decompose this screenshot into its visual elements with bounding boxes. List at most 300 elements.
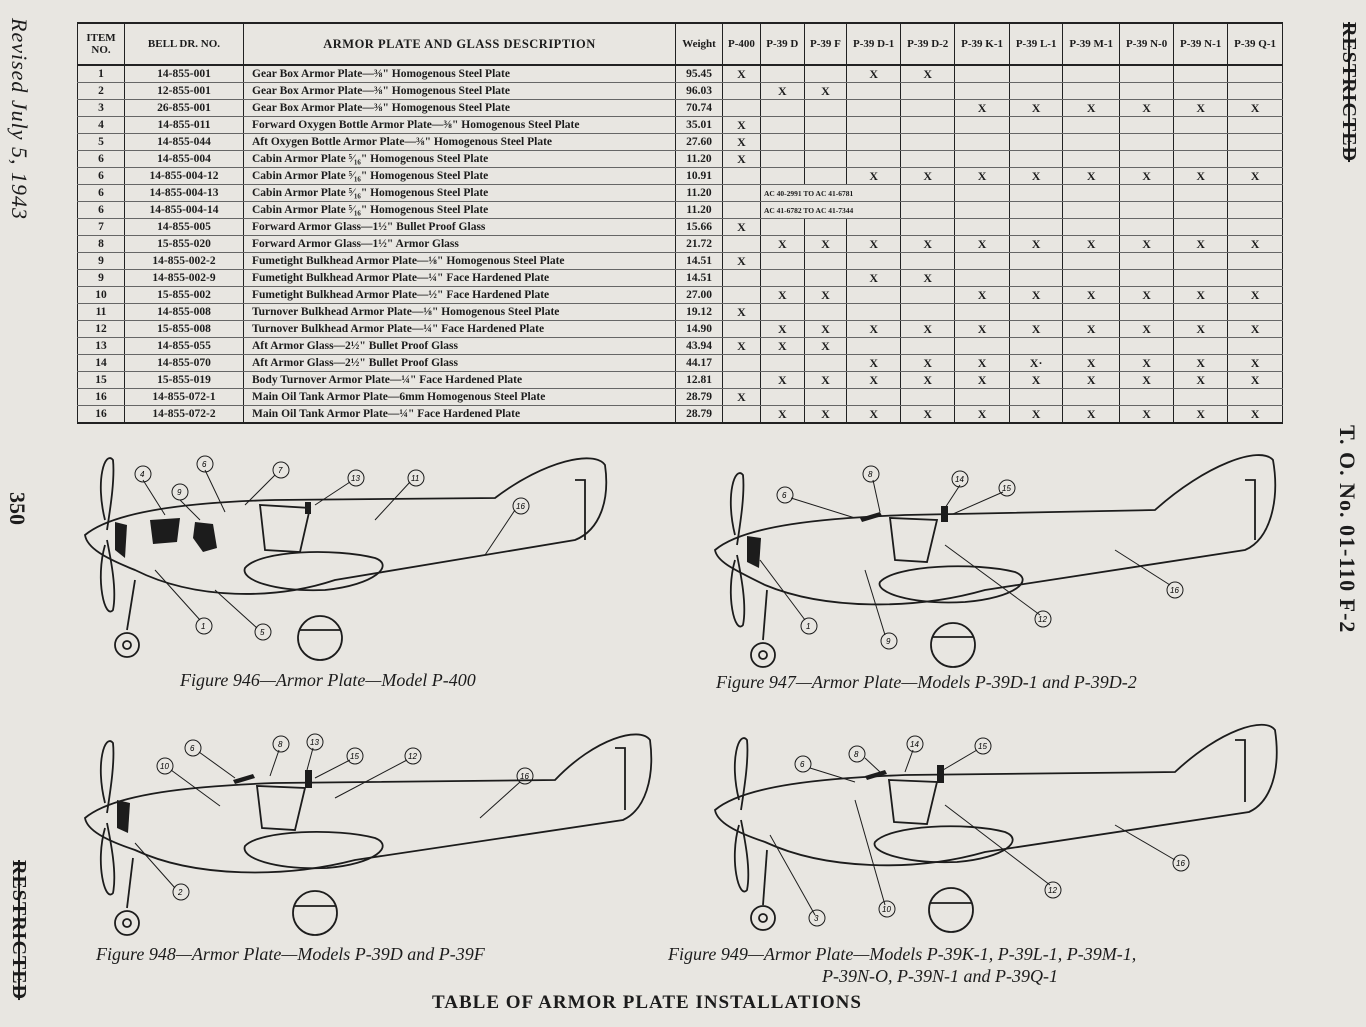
svg-text:16: 16 bbox=[1170, 586, 1179, 595]
svg-text:12: 12 bbox=[408, 752, 417, 761]
cell-model-mark: X bbox=[1009, 100, 1062, 117]
table-row bbox=[78, 321, 1283, 338]
cell-model-mark: X bbox=[804, 321, 846, 338]
cell-description: Cabin Armor Plate ⁵⁄₁₆" Homogenous Steel Plate bbox=[244, 168, 676, 185]
table-row bbox=[78, 185, 1283, 202]
cell-weight: 14.90 bbox=[676, 321, 723, 338]
cell-item-no: 6 bbox=[78, 151, 125, 168]
cell-model-mark: X bbox=[804, 236, 846, 253]
svg-text:9: 9 bbox=[177, 488, 182, 497]
cell-bell-dr-no: 14-855-002-2 bbox=[125, 253, 244, 270]
cell-model-mark: X bbox=[723, 134, 761, 151]
cell-model-mark bbox=[804, 168, 846, 185]
svg-text:10: 10 bbox=[160, 762, 169, 771]
cell-model-mark: X bbox=[804, 83, 846, 100]
cell-model-mark: X bbox=[1063, 406, 1120, 424]
cell-model-mark: X bbox=[1174, 236, 1228, 253]
cell-bell-dr-no: 14-855-070 bbox=[125, 355, 244, 372]
cell-model-mark bbox=[901, 253, 955, 270]
cell-model-mark bbox=[847, 219, 901, 236]
cell-item-no: 9 bbox=[78, 253, 125, 270]
cell-model-mark bbox=[955, 338, 1010, 355]
cell-model-mark bbox=[1063, 134, 1120, 151]
cell-model-mark: X bbox=[847, 355, 901, 372]
cell-description: Aft Oxygen Bottle Armor Plate—⅜" Homogenous Steel Plate bbox=[244, 134, 676, 151]
cell-item-no: 6 bbox=[78, 168, 125, 185]
cell-description: Cabin Armor Plate ⁵⁄₁₆" Homogenous Steel Plate bbox=[244, 151, 676, 168]
cell-model-mark bbox=[1063, 117, 1120, 134]
cell-model-mark bbox=[1120, 202, 1174, 219]
cell-model-mark bbox=[1009, 117, 1062, 134]
cell-model-mark: X bbox=[1174, 355, 1228, 372]
cell-bell-dr-no: 14-855-044 bbox=[125, 134, 244, 151]
cell-model-mark bbox=[804, 389, 846, 406]
cell-model-mark bbox=[955, 151, 1010, 168]
cell-model-mark bbox=[1063, 185, 1120, 202]
cell-model-mark bbox=[760, 117, 804, 134]
svg-text:16: 16 bbox=[516, 502, 525, 511]
cell-model-mark: X bbox=[1009, 236, 1062, 253]
cell-model-mark: X bbox=[1009, 321, 1062, 338]
header-model: P-39 F bbox=[804, 23, 846, 65]
cell-model-mark: X bbox=[1174, 321, 1228, 338]
cell-model-mark bbox=[1120, 304, 1174, 321]
cell-model-mark: X bbox=[723, 219, 761, 236]
cell-model-mark bbox=[723, 168, 761, 185]
cell-model-mark: X bbox=[847, 236, 901, 253]
cell-bell-dr-no: 14-855-008 bbox=[125, 304, 244, 321]
figure-948-drawing bbox=[75, 718, 655, 943]
cell-weight: 10.91 bbox=[676, 168, 723, 185]
cell-weight: 14.51 bbox=[676, 270, 723, 287]
cell-model-mark bbox=[1228, 253, 1283, 270]
svg-text:1: 1 bbox=[201, 622, 206, 631]
cell-description: Cabin Armor Plate ⁵⁄₁₆" Homogenous Steel Plate bbox=[244, 185, 676, 202]
cell-model-mark: X bbox=[955, 168, 1010, 185]
cell-model-mark bbox=[760, 151, 804, 168]
cell-model-mark bbox=[1063, 253, 1120, 270]
technical-order-number: T. O. No. 01-110 F-2 bbox=[1335, 425, 1360, 634]
cell-model-mark: X bbox=[1120, 321, 1174, 338]
svg-text:14: 14 bbox=[910, 740, 919, 749]
cell-model-mark bbox=[847, 253, 901, 270]
cell-model-mark bbox=[760, 219, 804, 236]
cell-model-mark: X bbox=[760, 236, 804, 253]
header-model: P-39 M-1 bbox=[1063, 23, 1120, 65]
cell-model-mark: X bbox=[1174, 168, 1228, 185]
cell-description: Turnover Bulkhead Armor Plate—¼" Face Hardened Plate bbox=[244, 321, 676, 338]
figure-947-drawing bbox=[705, 440, 1285, 680]
cell-model-mark: X bbox=[1174, 406, 1228, 424]
cell-model-mark bbox=[804, 100, 846, 117]
cell-model-mark bbox=[1063, 83, 1120, 100]
cell-model-mark bbox=[1228, 117, 1283, 134]
cell-model-mark bbox=[1120, 134, 1174, 151]
cell-serial-note: AC 41-6782 TO AC 41-7344 bbox=[760, 202, 900, 219]
cell-model-mark: X bbox=[901, 372, 955, 389]
figure-948-caption: Figure 948—Armor Plate—Models P-39D and P-39F bbox=[96, 944, 485, 964]
cell-model-mark bbox=[1174, 185, 1228, 202]
cell-description: Main Oil Tank Armor Plate—6mm Homogenous Steel Plate bbox=[244, 389, 676, 406]
cell-model-mark bbox=[723, 372, 761, 389]
cell-item-no: 6 bbox=[78, 185, 125, 202]
cell-model-mark bbox=[901, 83, 955, 100]
cell-model-mark bbox=[1009, 304, 1062, 321]
header-model: P-400 bbox=[723, 23, 761, 65]
cell-model-mark bbox=[1174, 83, 1228, 100]
page-title: TABLE OF ARMOR PLATE INSTALLATIONS bbox=[432, 992, 862, 1013]
cell-model-mark bbox=[723, 287, 761, 304]
cell-model-mark bbox=[760, 65, 804, 83]
cell-model-mark bbox=[723, 406, 761, 424]
cell-model-mark bbox=[901, 100, 955, 117]
table-row bbox=[78, 236, 1283, 253]
svg-text:14: 14 bbox=[955, 475, 964, 484]
header-model: P-39 D-1 bbox=[847, 23, 901, 65]
cell-model-mark: X bbox=[1174, 100, 1228, 117]
cell-model-mark bbox=[1120, 389, 1174, 406]
cell-model-mark: X bbox=[1228, 372, 1283, 389]
cell-model-mark bbox=[955, 202, 1010, 219]
cell-model-mark bbox=[1174, 270, 1228, 287]
table-header bbox=[78, 23, 1283, 65]
cell-model-mark: X bbox=[1063, 168, 1120, 185]
cell-item-no: 8 bbox=[78, 236, 125, 253]
cell-model-mark bbox=[1009, 219, 1062, 236]
cell-bell-dr-no: 14-855-072-1 bbox=[125, 389, 244, 406]
cell-model-mark: X bbox=[1063, 100, 1120, 117]
cell-model-mark bbox=[804, 304, 846, 321]
cell-description: Gear Box Armor Plate—⅜" Homogenous Steel Plate bbox=[244, 65, 676, 83]
cell-model-mark: X bbox=[760, 321, 804, 338]
cell-model-mark bbox=[955, 134, 1010, 151]
cell-weight: 12.81 bbox=[676, 372, 723, 389]
cell-weight: 44.17 bbox=[676, 355, 723, 372]
cell-model-mark: X bbox=[1120, 287, 1174, 304]
cell-model-mark: X bbox=[723, 117, 761, 134]
svg-text:15: 15 bbox=[1002, 484, 1011, 493]
svg-text:6: 6 bbox=[202, 460, 207, 469]
cell-model-mark bbox=[1009, 151, 1062, 168]
cell-model-mark: X bbox=[1063, 372, 1120, 389]
cell-model-mark bbox=[804, 134, 846, 151]
cell-model-mark: X bbox=[760, 372, 804, 389]
cell-model-mark bbox=[760, 253, 804, 270]
cell-model-mark bbox=[1063, 338, 1120, 355]
cell-model-mark bbox=[901, 117, 955, 134]
cell-bell-dr-no: 14-855-004-12 bbox=[125, 168, 244, 185]
cell-description: Fumetight Bulkhead Armor Plate—⅛" Homogenous Steel Plate bbox=[244, 253, 676, 270]
table-row bbox=[78, 287, 1283, 304]
cell-model-mark bbox=[901, 151, 955, 168]
cell-model-mark bbox=[1228, 219, 1283, 236]
cell-model-mark bbox=[1063, 65, 1120, 83]
cell-model-mark: X bbox=[847, 321, 901, 338]
cell-model-mark: X bbox=[760, 83, 804, 100]
svg-text:7: 7 bbox=[278, 466, 283, 475]
cell-model-mark bbox=[1009, 253, 1062, 270]
cell-model-mark bbox=[1120, 338, 1174, 355]
armor-plate-table bbox=[77, 22, 1283, 424]
cell-bell-dr-no: 14-855-011 bbox=[125, 117, 244, 134]
table-row bbox=[78, 100, 1283, 117]
cell-model-mark: X bbox=[955, 100, 1010, 117]
table-row bbox=[78, 372, 1283, 389]
cell-model-mark: X bbox=[847, 168, 901, 185]
cell-model-mark bbox=[1228, 134, 1283, 151]
cell-item-no: 9 bbox=[78, 270, 125, 287]
cell-model-mark: X bbox=[804, 372, 846, 389]
cell-model-mark bbox=[901, 287, 955, 304]
table-row bbox=[78, 65, 1283, 83]
cell-model-mark: X bbox=[1228, 168, 1283, 185]
cell-description: Cabin Armor Plate ⁵⁄₁₆" Homogenous Steel Plate bbox=[244, 202, 676, 219]
cell-model-mark bbox=[1228, 389, 1283, 406]
svg-text:6: 6 bbox=[190, 744, 195, 753]
table-row bbox=[78, 338, 1283, 355]
header-model: P-39 D-2 bbox=[901, 23, 955, 65]
cell-model-mark bbox=[1120, 151, 1174, 168]
cell-model-mark: X bbox=[1120, 168, 1174, 185]
cell-model-mark bbox=[804, 219, 846, 236]
cell-weight: 35.01 bbox=[676, 117, 723, 134]
cell-model-mark: X bbox=[1063, 236, 1120, 253]
svg-text:13: 13 bbox=[351, 474, 360, 483]
svg-text:2: 2 bbox=[178, 888, 183, 897]
cell-model-mark: X bbox=[955, 287, 1010, 304]
cell-model-mark bbox=[901, 304, 955, 321]
callout: 4 bbox=[140, 470, 145, 479]
cell-model-mark bbox=[1063, 304, 1120, 321]
cell-description: Main Oil Tank Armor Plate—¼" Face Hardened Plate bbox=[244, 406, 676, 424]
cell-model-mark bbox=[1228, 202, 1283, 219]
cell-bell-dr-no: 14-855-004-14 bbox=[125, 202, 244, 219]
cell-model-mark bbox=[760, 389, 804, 406]
figure-946-caption: Figure 946—Armor Plate—Model P-400 bbox=[180, 670, 476, 690]
cell-weight: 43.94 bbox=[676, 338, 723, 355]
cell-model-mark: X bbox=[955, 406, 1010, 424]
cell-model-mark bbox=[723, 355, 761, 372]
table-row bbox=[78, 355, 1283, 372]
table-row bbox=[78, 134, 1283, 151]
cell-weight: 70.74 bbox=[676, 100, 723, 117]
cell-model-mark bbox=[1174, 134, 1228, 151]
cell-model-mark bbox=[847, 117, 901, 134]
cell-weight: 21.72 bbox=[676, 236, 723, 253]
table-row bbox=[78, 151, 1283, 168]
cell-model-mark: X bbox=[804, 338, 846, 355]
cell-model-mark bbox=[1174, 304, 1228, 321]
cell-model-mark bbox=[1120, 270, 1174, 287]
svg-text:12: 12 bbox=[1038, 615, 1047, 624]
cell-model-mark: X bbox=[1120, 100, 1174, 117]
figure-949-drawing bbox=[705, 710, 1285, 940]
cell-description: Body Turnover Armor Plate—¼" Face Hardened Plate bbox=[244, 372, 676, 389]
cell-model-mark bbox=[1174, 117, 1228, 134]
cell-model-mark: X bbox=[901, 168, 955, 185]
cell-bell-dr-no: 14-855-004-13 bbox=[125, 185, 244, 202]
cell-weight: 19.12 bbox=[676, 304, 723, 321]
cell-bell-dr-no: 14-855-004 bbox=[125, 151, 244, 168]
table-row bbox=[78, 83, 1283, 100]
header-model: P-39 D bbox=[760, 23, 804, 65]
cell-model-mark bbox=[723, 83, 761, 100]
svg-text:6: 6 bbox=[782, 491, 787, 500]
header-model: P-39 N-0 bbox=[1120, 23, 1174, 65]
cell-description: Forward Armor Glass—1½" Armor Glass bbox=[244, 236, 676, 253]
cell-model-mark bbox=[847, 83, 901, 100]
svg-text:15: 15 bbox=[350, 752, 359, 761]
cell-model-mark: X bbox=[723, 65, 761, 83]
cell-model-mark bbox=[901, 389, 955, 406]
svg-text:11: 11 bbox=[411, 474, 420, 483]
cell-model-mark: X bbox=[1228, 406, 1283, 424]
cell-model-mark: X bbox=[723, 253, 761, 270]
cell-model-mark bbox=[1009, 338, 1062, 355]
cell-model-mark bbox=[901, 202, 955, 219]
cell-model-mark: X bbox=[847, 372, 901, 389]
cell-model-mark bbox=[1009, 202, 1062, 219]
cell-item-no: 12 bbox=[78, 321, 125, 338]
cell-model-mark bbox=[760, 355, 804, 372]
cell-model-mark bbox=[760, 304, 804, 321]
cell-model-mark: X bbox=[847, 406, 901, 424]
svg-text:16: 16 bbox=[1176, 859, 1185, 868]
cell-description: Forward Oxygen Bottle Armor Plate—⅜" Homogenous Steel Plate bbox=[244, 117, 676, 134]
cell-weight: 28.79 bbox=[676, 406, 723, 424]
cell-model-mark: X bbox=[1120, 406, 1174, 424]
cell-model-mark: X bbox=[847, 270, 901, 287]
cell-model-mark bbox=[901, 134, 955, 151]
cell-model-mark bbox=[804, 117, 846, 134]
cell-model-mark bbox=[955, 304, 1010, 321]
cell-model-mark: X bbox=[955, 321, 1010, 338]
cell-model-mark: X bbox=[901, 270, 955, 287]
cell-item-no: 13 bbox=[78, 338, 125, 355]
header-weight: Weight bbox=[676, 23, 723, 65]
cell-model-mark bbox=[723, 202, 761, 219]
restricted-stamp-left: RESTRICTED bbox=[8, 860, 30, 1001]
cell-model-mark bbox=[1063, 219, 1120, 236]
cell-model-mark: X bbox=[1120, 236, 1174, 253]
cell-model-mark: X bbox=[1228, 321, 1283, 338]
table-row bbox=[78, 304, 1283, 321]
cell-model-mark: X bbox=[760, 287, 804, 304]
cell-item-no: 1 bbox=[78, 65, 125, 83]
cell-item-no: 15 bbox=[78, 372, 125, 389]
cell-model-mark bbox=[723, 270, 761, 287]
cell-model-mark: X bbox=[723, 338, 761, 355]
cell-model-mark: X bbox=[723, 389, 761, 406]
cell-model-mark: X bbox=[1063, 321, 1120, 338]
table-row bbox=[78, 117, 1283, 134]
svg-text:16: 16 bbox=[520, 772, 529, 781]
cell-item-no: 16 bbox=[78, 406, 125, 424]
cell-model-mark bbox=[723, 185, 761, 202]
cell-model-mark bbox=[1009, 389, 1062, 406]
cell-model-mark bbox=[1228, 65, 1283, 83]
cell-description: Aft Armor Glass—2½" Bullet Proof Glass bbox=[244, 338, 676, 355]
cell-model-mark bbox=[804, 355, 846, 372]
cell-model-mark: X bbox=[847, 65, 901, 83]
figure-946-drawing bbox=[75, 440, 615, 680]
cell-model-mark bbox=[955, 389, 1010, 406]
cell-bell-dr-no: 12-855-001 bbox=[125, 83, 244, 100]
cell-weight: 95.45 bbox=[676, 65, 723, 83]
cell-model-mark: X bbox=[1120, 372, 1174, 389]
cell-model-mark bbox=[1228, 151, 1283, 168]
cell-model-mark bbox=[804, 65, 846, 83]
cell-item-no: 6 bbox=[78, 202, 125, 219]
cell-weight: 11.20 bbox=[676, 151, 723, 168]
header-bell-dr-no: BELL DR. NO. bbox=[125, 23, 244, 65]
cell-model-mark bbox=[847, 100, 901, 117]
svg-text:12: 12 bbox=[1048, 886, 1057, 895]
cell-model-mark bbox=[1174, 219, 1228, 236]
cell-model-mark bbox=[1174, 389, 1228, 406]
table-row bbox=[78, 219, 1283, 236]
cell-model-mark bbox=[847, 134, 901, 151]
cell-description: Gear Box Armor Plate—⅜" Homogenous Steel Plate bbox=[244, 100, 676, 117]
table-row bbox=[78, 202, 1283, 219]
cell-bell-dr-no: 14-855-005 bbox=[125, 219, 244, 236]
cell-model-mark: X bbox=[804, 287, 846, 304]
cell-model-mark bbox=[760, 100, 804, 117]
cell-model-mark bbox=[1120, 219, 1174, 236]
cell-model-mark bbox=[1120, 117, 1174, 134]
svg-text:8: 8 bbox=[868, 470, 873, 479]
cell-model-mark bbox=[955, 219, 1010, 236]
cell-serial-note: AC 40-2991 TO AC 41-6781 bbox=[760, 185, 900, 202]
cell-model-mark bbox=[1174, 253, 1228, 270]
cell-model-mark bbox=[955, 185, 1010, 202]
cell-item-no: 7 bbox=[78, 219, 125, 236]
cell-item-no: 3 bbox=[78, 100, 125, 117]
header-model: P-39 L-1 bbox=[1009, 23, 1062, 65]
cell-model-mark: X bbox=[901, 65, 955, 83]
cell-model-mark: X bbox=[1063, 287, 1120, 304]
cell-model-mark bbox=[1063, 389, 1120, 406]
cell-model-mark bbox=[1228, 304, 1283, 321]
cell-model-mark bbox=[955, 270, 1010, 287]
cell-weight: 14.51 bbox=[676, 253, 723, 270]
cell-description: Forward Armor Glass—1½" Bullet Proof Glass bbox=[244, 219, 676, 236]
cell-model-mark: X bbox=[1009, 287, 1062, 304]
cell-bell-dr-no: 14-855-001 bbox=[125, 65, 244, 83]
cell-model-mark: X bbox=[804, 406, 846, 424]
cell-bell-dr-no: 14-855-055 bbox=[125, 338, 244, 355]
cell-weight: 11.20 bbox=[676, 185, 723, 202]
cell-model-mark: X bbox=[901, 321, 955, 338]
cell-model-mark bbox=[760, 134, 804, 151]
cell-weight: 11.20 bbox=[676, 202, 723, 219]
cell-bell-dr-no: 14-855-072-2 bbox=[125, 406, 244, 424]
cell-model-mark bbox=[723, 236, 761, 253]
cell-model-mark: X bbox=[1174, 372, 1228, 389]
cell-weight: 27.00 bbox=[676, 287, 723, 304]
cell-weight: 28.79 bbox=[676, 389, 723, 406]
cell-item-no: 5 bbox=[78, 134, 125, 151]
cell-model-mark: X bbox=[955, 355, 1010, 372]
cell-item-no: 14 bbox=[78, 355, 125, 372]
svg-text:5: 5 bbox=[260, 628, 265, 637]
svg-text:6: 6 bbox=[800, 760, 805, 769]
header-description: ARMOR PLATE AND GLASS DESCRIPTION bbox=[244, 23, 676, 65]
revised-date: Revised July 5, 1943 bbox=[7, 18, 32, 221]
cell-model-mark bbox=[1228, 185, 1283, 202]
cell-model-mark: X bbox=[1009, 372, 1062, 389]
cell-model-mark bbox=[901, 219, 955, 236]
